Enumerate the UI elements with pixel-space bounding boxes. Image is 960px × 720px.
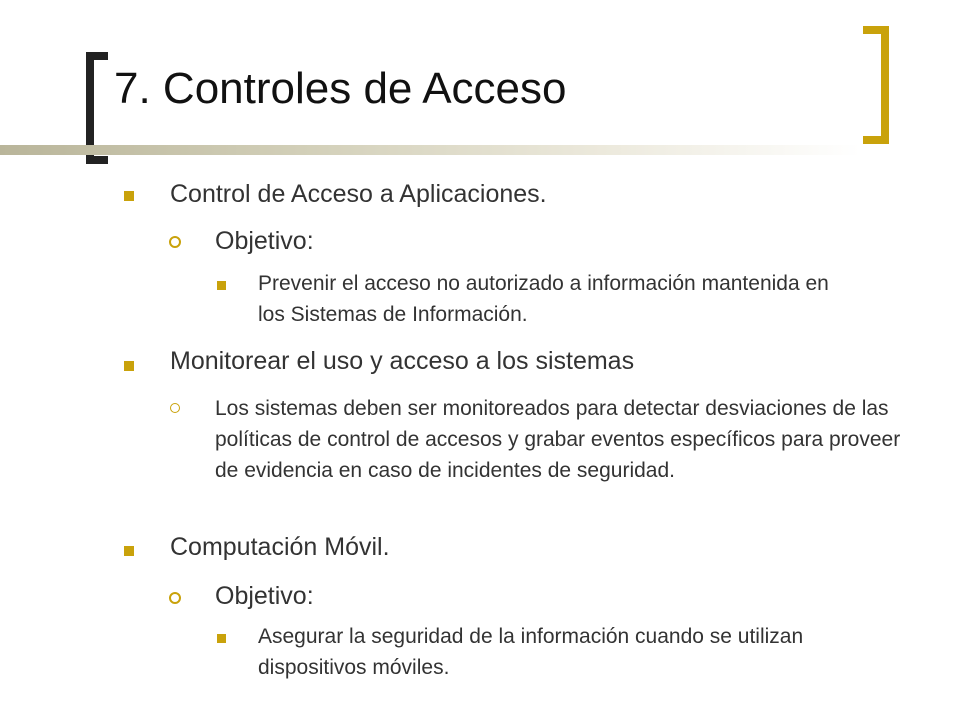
list-item [258, 268, 858, 330]
ring-bullet-icon [169, 236, 181, 248]
list-item-text: Los sistemas deben ser monitoreados para detectar desviaciones de las políticas de control de accesos y grabar eventos específicos para proveer de evidencia en caso de incidentes de seguridad. [215, 397, 901, 482]
square-bullet-icon [124, 361, 134, 371]
slide-title: 7. Controles de Acceso [114, 64, 567, 113]
list-item [170, 533, 870, 562]
square-bullet-icon [217, 634, 226, 643]
list-item [215, 393, 905, 486]
square-bullet-icon [124, 191, 134, 201]
ring-bullet-icon [169, 592, 181, 604]
list-item-text: Monitorear el uso y acceso a los sistemas [170, 347, 635, 375]
list-item [170, 347, 870, 376]
list-item-text: Asegurar la seguridad de la información cuando se utilizan dispositivos móviles. [258, 625, 804, 679]
list-item-text: Computación Móvil. [170, 533, 390, 561]
square-bullet-icon [124, 546, 134, 556]
list-item [215, 227, 815, 256]
list-item-text: Control de Acceso a Aplicaciones. [170, 180, 547, 208]
list-item [258, 621, 878, 683]
list-item [215, 582, 815, 611]
ring-bullet-icon [170, 403, 180, 413]
list-item-text: Objetivo: [215, 582, 314, 610]
list-item [170, 180, 870, 209]
square-bullet-icon [217, 281, 226, 290]
list-item-text: Objetivo: [215, 227, 314, 255]
list-item-text: Prevenir el acceso no autorizado a información mantenida en los Sistemas de Información. [258, 272, 829, 326]
